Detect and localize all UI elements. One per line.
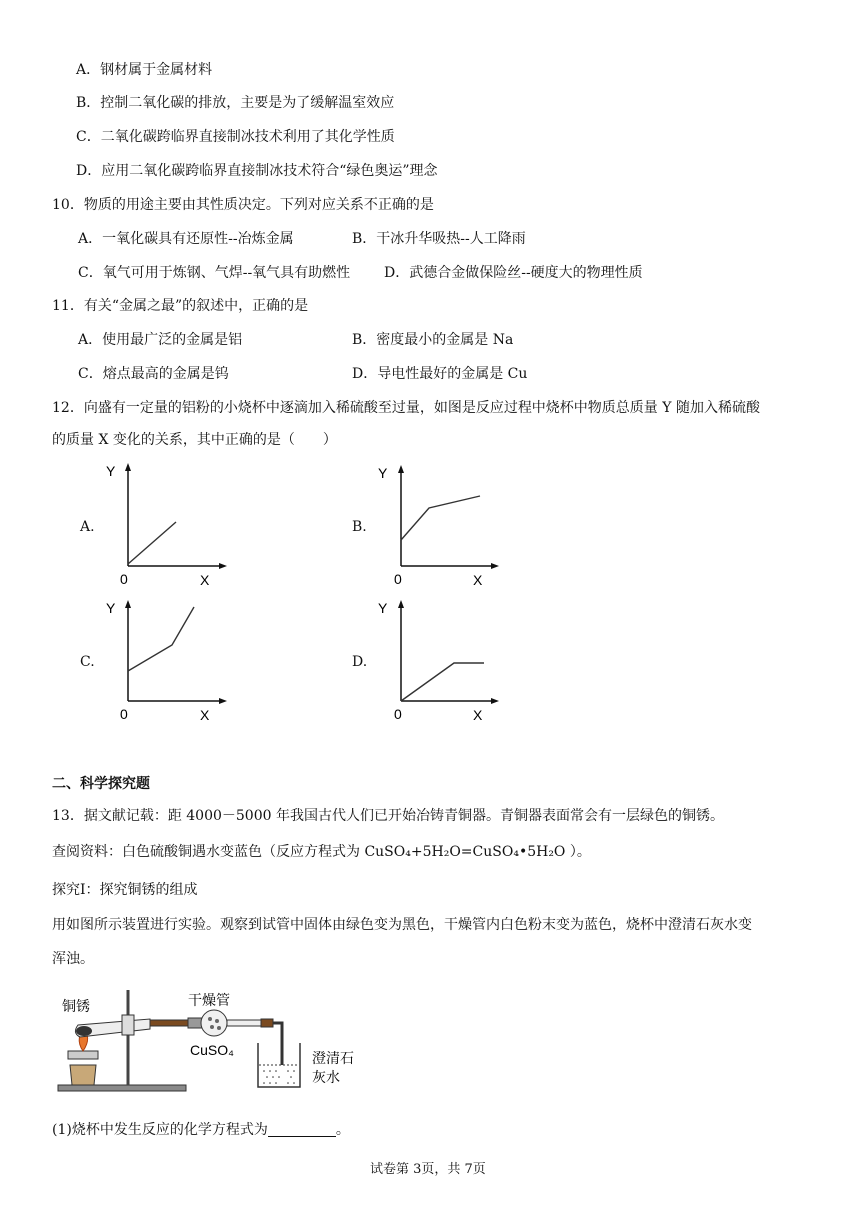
q13-exp-line1: 用如图所示装置进行实验。观察到试管中固体由绿色变为黑色，干燥管内白色粉末变为蓝色，烧杯中澄清石灰水变 [52,917,752,933]
graph-a-origin: 0 [120,571,128,587]
rubber-tube-2 [261,1019,273,1027]
graph-b-origin: 0 [394,571,402,587]
label-limewater-2: 灰水 [312,1069,340,1085]
drying-tube-bulb [201,1010,227,1036]
q11-stem: 11．有关“金属之最”的叙述中，正确的是 [52,298,309,314]
label-rust: 铜锈 [62,998,90,1014]
q10-option-b: B．干冰升华吸热--人工降雨 [352,231,526,247]
cuso4-granule [215,1019,219,1023]
q9-option-d: D．应用二氧化碳跨临界直接制冰技术符合“绿色奥运”理念 [76,163,438,179]
graph-a-y-label: Y [106,463,116,479]
q13-ref-prefix: 查阅资料：白色硫酸铜遇水变蓝色（反应方程式为 [52,844,365,860]
graph-d-x-label: X [473,707,483,723]
label-cuso4: CuSO₄ [190,1042,234,1058]
graph-a-y-arrow [125,463,131,471]
cuso4-granule [217,1026,221,1030]
q12-graph-a [100,458,230,590]
graph-d-y-label: Y [378,600,388,616]
q13-sub1 [52,1120,350,1140]
q11-option-c: C．熔点最高的金属是钨 [78,366,229,382]
q13-line1: 13．据文献记载：距 4000－5000 年我国古代人们已开始冶铸青铜器。青铜器表面常会有一层绿色的铜锈。 [52,808,724,824]
section-title: 二、科学探究题 [52,776,150,792]
graph-b-x-label: X [473,572,483,588]
q12-graph-b [372,458,502,590]
graph-a-x-arrow [219,563,227,569]
apparatus-diagram [50,985,380,1103]
graph-c-origin: 0 [120,706,128,722]
q9-option-c: C．二氧化碳跨临界直接制冰技术利用了其化学性质 [76,129,395,145]
q12-graph-a-letter: A. [80,519,95,535]
graph-c-x-label: X [200,707,210,723]
q12-stem-line2: 的质量 X 变化的关系，其中正确的是（ ） [52,432,337,448]
q9-option-b: B．控制二氧化碳的排放，主要是为了缓解温室效应 [76,95,395,111]
graph-b-curve [401,496,480,540]
q13-reference [52,842,591,862]
graph-a-x-label: X [200,572,210,588]
cuso4-granule [210,1025,214,1029]
label-drying-tube: 干燥管 [188,992,230,1008]
q11-option-a: A．使用最广泛的金属是铝 [78,332,243,348]
q13-ref-equation: CuSO₄+5H₂O=CuSO₄•5H₂O [364,844,566,860]
graph-d-x-arrow [491,698,499,704]
cuso4-granule [208,1017,212,1021]
q12-graph-d-letter: D. [352,654,368,670]
graph-c-y-label: Y [106,600,116,616]
graph-b-y-arrow [398,465,404,473]
q12-graph-d [372,593,502,725]
graph-a-curve [128,522,176,564]
q10-option-c: C．氧气可用于炼钢、气焊--氧气具有助燃性 [78,265,351,281]
graph-d-curve [401,663,484,701]
q12-stem-line1: 12．向盛有一定量的铝粉的小烧杯中逐滴加入稀硫酸至过量，如图是反应过程中烧杯中物质总质量 Y 随加入稀硫酸 [52,400,760,416]
q10-option-a: A．一氧化碳具有还原性--冶炼金属 [78,231,294,247]
answer-blank[interactable] [268,1122,336,1137]
q9-option-a: A．钢材属于金属材料 [76,62,213,78]
q12-graph-c-letter: C. [80,654,95,670]
limewater [259,1065,299,1086]
q11-option-b: B．密度最小的金属是 Na [352,332,514,348]
q13-exp-line2: 浑浊。 [52,951,94,967]
q13-sub1-end: 。 [335,1122,350,1138]
stand-base [58,1085,186,1091]
q12-graph-c [100,593,230,725]
graph-c-y-arrow [125,600,131,608]
graph-b-x-arrow [491,563,499,569]
q13-probe1: 探究Ⅰ：探究铜锈的组成 [52,882,198,898]
graph-c-x-arrow [219,698,227,704]
graph-d-origin: 0 [394,706,402,722]
q13-ref-suffix: ）。 [565,844,591,860]
burner-stand [68,1051,98,1059]
clamp [122,1015,134,1035]
q13-sub1-text: (1)烧杯中发生反应的化学方程式为 [52,1122,268,1138]
label-limewater-1: 澄清石 [312,1050,354,1066]
q12-graph-b-letter: B. [352,519,367,535]
rubber-tube-1 [150,1020,188,1026]
graph-d-y-arrow [398,600,404,608]
q11-option-d: D．导电性最好的金属是 Cu [352,366,528,382]
alcohol-burner [70,1065,96,1085]
q10-option-d: D．武德合金做保险丝--硬度大的物理性质 [384,265,643,281]
drying-tube-stem [227,1020,261,1026]
copper-rust-sample [76,1026,92,1036]
graph-b-y-label: Y [378,465,388,481]
page-footer: 试卷第 3页，共 7页 [370,1162,486,1177]
graph-c-curve [128,607,194,671]
q10-stem: 10．物质的用途主要由其性质决定。下列对应关系不正确的是 [52,197,434,213]
